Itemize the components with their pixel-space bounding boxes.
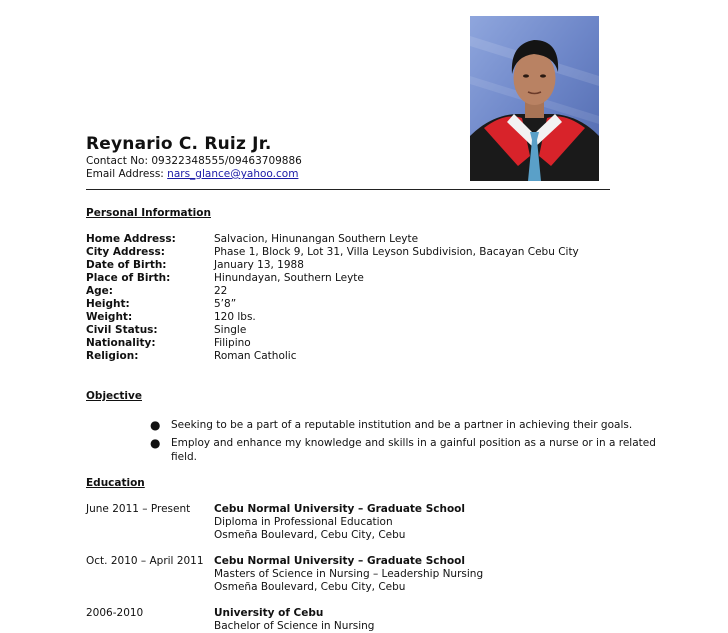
info-label: Home Address: — [86, 233, 176, 245]
info-label: Weight: — [86, 311, 133, 323]
education-details — [214, 607, 374, 633]
email-label: Email Address: — [86, 168, 168, 180]
info-value: January 13, 1988 — [214, 259, 304, 271]
education-date: Oct. 2010 – April 2011 — [86, 555, 204, 567]
info-label: Age: — [86, 285, 113, 297]
email-link[interactable]: nars_glance@yahoo.com — [167, 168, 299, 180]
degree: Diploma in Professional Education — [214, 516, 393, 528]
email-line — [86, 168, 298, 180]
list-item — [150, 436, 661, 464]
degree: Bachelor of Science in Nursing — [214, 620, 375, 632]
info-label: Civil Status: — [86, 324, 158, 336]
education-details — [214, 503, 465, 542]
info-value: Hinundayan, Southern Leyte — [214, 272, 364, 284]
school-address: Osmeña Boulevard, Cebu City, Cebu — [214, 529, 406, 541]
info-label: Nationality: — [86, 337, 156, 349]
school-name: Cebu Normal University – Graduate School — [214, 555, 465, 567]
bullet-icon: ● — [150, 418, 161, 432]
info-value: Salvacion, Hinunangan Southern Leyte — [214, 233, 419, 245]
objective-text: Seeking to be a part of a reputable institution and be a partner in achieving their goals. — [171, 419, 633, 431]
info-label: Date of Birth: — [86, 259, 167, 271]
degree: Masters of Science in Nursing – Leadership Nursing — [214, 568, 484, 580]
education-heading: Education — [86, 477, 145, 489]
info-label: Place of Birth: — [86, 272, 171, 284]
objective-list — [150, 418, 670, 468]
bullet-icon: ● — [150, 436, 161, 450]
info-value: Single — [214, 324, 247, 336]
info-label: Religion: — [86, 350, 139, 362]
school-name: Cebu Normal University – Graduate School — [214, 503, 465, 515]
info-label: City Address: — [86, 246, 165, 258]
school-address: Osmeña Boulevard, Cebu City, Cebu — [214, 581, 406, 593]
info-value: Phase 1, Block 9, Lot 31, Villa Leyson Subdivision, Bacayan Cebu City — [214, 246, 579, 258]
applicant-name: Reynario C. Ruiz Jr. — [86, 134, 272, 154]
contact-number: Contact No: 09322348555/09463709886 — [86, 155, 302, 167]
list-item — [150, 418, 661, 432]
objective-heading: Objective — [86, 390, 142, 402]
education-date: 2006-2010 — [86, 607, 144, 619]
info-value: Roman Catholic — [214, 350, 297, 362]
info-value: 22 — [214, 285, 228, 297]
info-value: Filipino — [214, 337, 251, 349]
graduation-portrait-icon — [470, 16, 599, 181]
objective-text: Employ and enhance my knowledge and skills in a gainful position as a nurse or in a related field. — [171, 437, 656, 463]
school-name: University of Cebu — [214, 607, 324, 619]
personal-info-heading: Personal Information — [86, 207, 211, 219]
education-date: June 2011 – Present — [86, 503, 191, 515]
info-value: 120 lbs. — [214, 311, 256, 323]
info-value: 5’8” — [214, 298, 237, 310]
header-divider — [86, 189, 610, 190]
education-details — [214, 555, 483, 594]
profile-photo — [470, 16, 599, 181]
info-label: Height: — [86, 298, 130, 310]
